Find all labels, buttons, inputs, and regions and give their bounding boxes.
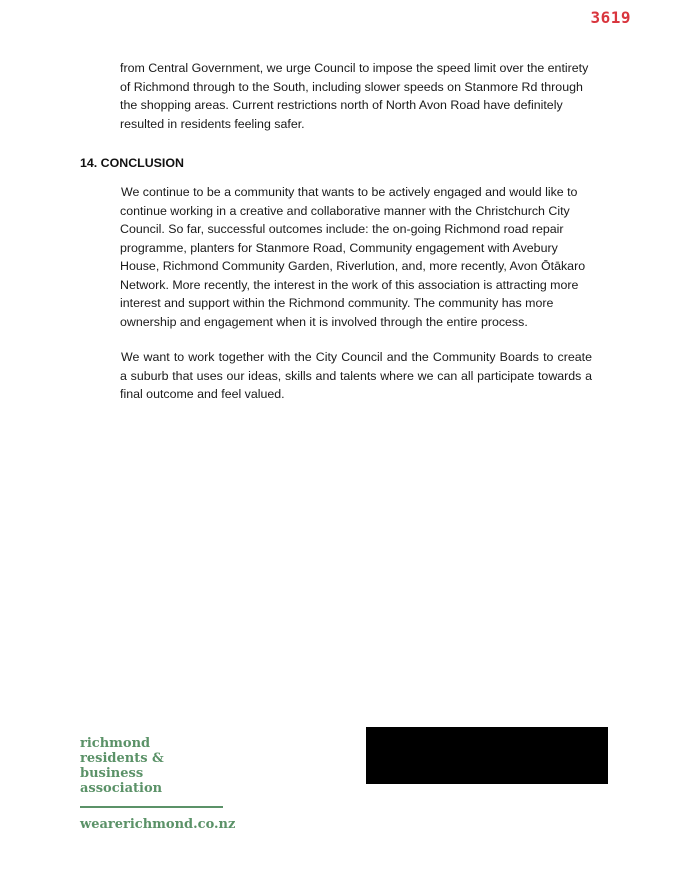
paragraph-speed-limit: from Central Government, we urge Council to impose the speed limit over the entirety of Richmond through to the South, including slower speeds on Stanmore Rd through the shopping areas. Current restrictions north of North Avon Road have definitely resulted in residents feeling safer.: [120, 61, 589, 131]
logo-line: residents &: [80, 751, 164, 766]
page-number: 3619: [590, 8, 631, 27]
logo-line: richmond: [80, 736, 151, 751]
paragraph-conclusion-2: We want to work together with the City Council and the Community Boards to create a suburb that uses our ideas, skills and talents where we can all participate towards a final outcome and feel valued.: [120, 350, 592, 401]
logo-divider: [80, 806, 223, 808]
paragraph-conclusion-1: We continue to be a community that wants to be actively engaged and would like to continue working in a creative and collaborative manner with the Christchurch City Council. So far, successful outcomes include: the on-going Richmond road repair programme, planters for Stanmore Road, Community engagement with Avebury House, Richmond Community Garden, Riverlution, and, more recently, Avon Ōtākaro Network. More recently, the interest in the work of this association is attracting more interest and support within the Richmond community. The community has more ownership and engagement when it is involved through the entire process.: [120, 185, 586, 329]
website-url: wearerichmond.co.nz: [80, 817, 236, 832]
association-logo: [80, 736, 230, 796]
logo-line: business: [80, 766, 144, 781]
redaction-block: [366, 727, 608, 784]
logo-line: association: [80, 781, 163, 796]
section-heading-conclusion: 14. CONCLUSION: [80, 156, 184, 170]
